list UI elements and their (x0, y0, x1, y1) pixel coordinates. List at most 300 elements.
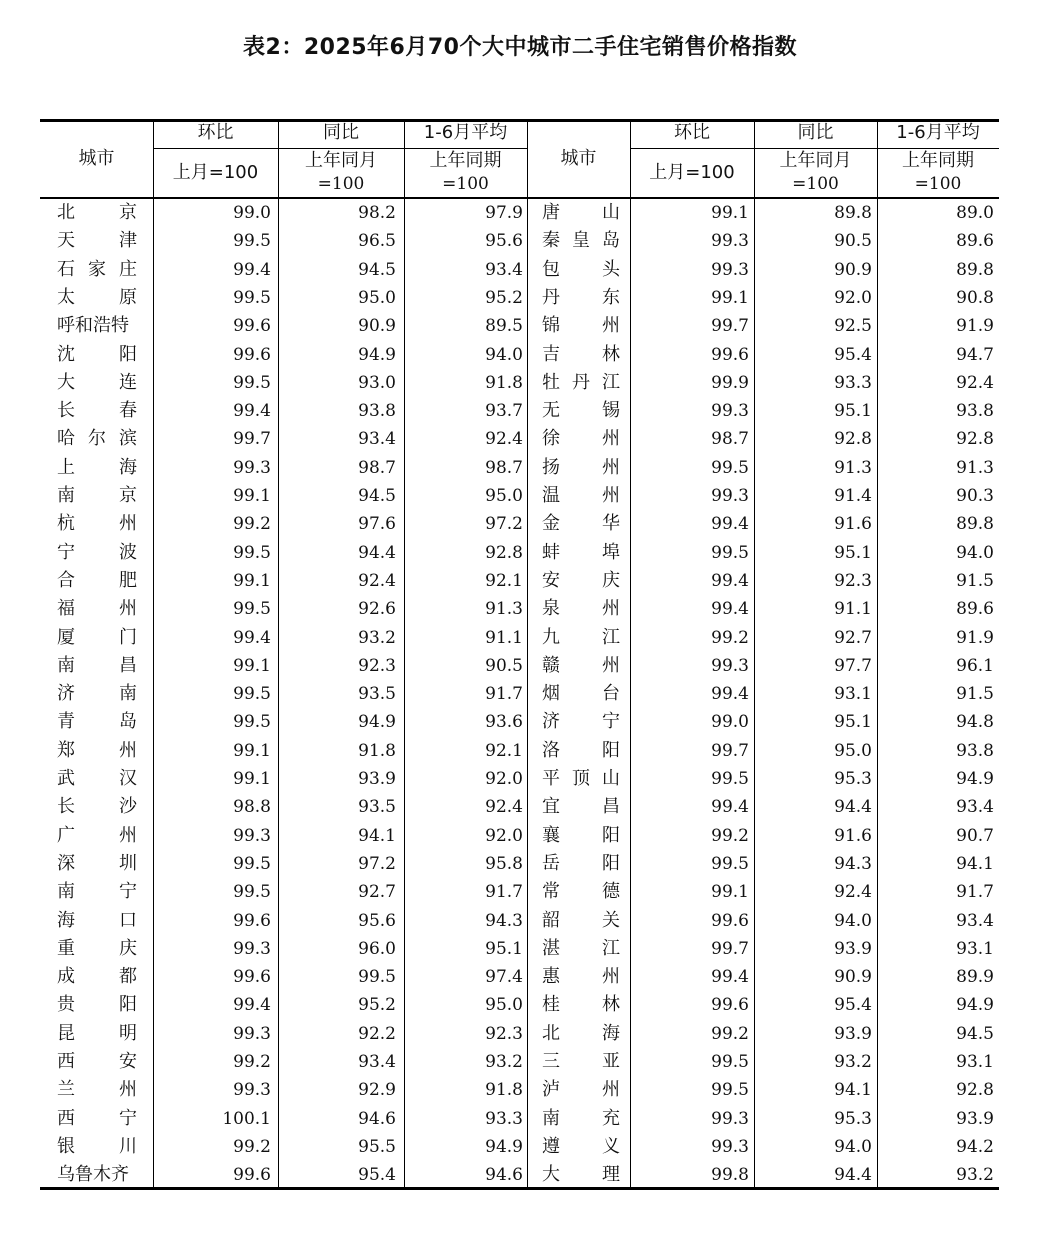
city-name: 秦 皇 岛 (542, 230, 620, 252)
mom-value: 99.0 (233, 203, 271, 223)
header-mom: 环比 (674, 122, 710, 143)
city-name: 济 宁 (542, 711, 620, 733)
city-name: 银 川 (57, 1135, 137, 1157)
yoy-value: 93.2 (358, 627, 396, 648)
city-name: 哈 尔 滨 (57, 428, 137, 450)
city-name: 牡 丹 江 (542, 371, 620, 393)
city-name: 大 理 (542, 1164, 620, 1186)
avg-value: 97.4 (485, 967, 523, 988)
city-name: 武 汉 (57, 768, 137, 789)
avg-value: 92.4 (485, 429, 523, 450)
city-name: 无 锡 (542, 400, 620, 422)
table-row (40, 793, 999, 821)
avg-value: 89.5 (485, 316, 523, 337)
city-name: 西 安 (57, 1051, 137, 1072)
yoy-value: 94.9 (358, 344, 396, 365)
avg-value: 97.2 (485, 514, 523, 535)
avg-value: 90.7 (956, 825, 994, 846)
mom-value: 99.4 (233, 401, 271, 422)
city-name: 长 沙 (57, 796, 137, 818)
header-mom-sub: 上月=100 (649, 162, 735, 183)
yoy-value: 97.6 (358, 514, 396, 535)
yoy-value: 95.1 (834, 712, 872, 733)
avg-value: 92.4 (956, 372, 994, 393)
mom-value: 99.6 (711, 344, 749, 365)
avg-value: 89.8 (956, 259, 994, 280)
mom-value: 99.1 (711, 287, 749, 308)
city-name: 常 德 (542, 881, 620, 903)
city-name: 宜 昌 (542, 796, 620, 818)
mom-value: 99.4 (711, 514, 749, 535)
yoy-value: 95.3 (834, 769, 872, 789)
header-mom: 环比 (197, 122, 234, 143)
table-row (40, 454, 999, 482)
mom-value: 99.2 (233, 1136, 271, 1157)
avg-value: 93.3 (485, 1108, 523, 1129)
yoy-value: 96.0 (358, 938, 396, 959)
city-name: 洛 阳 (542, 739, 620, 761)
mom-value: 99.7 (233, 429, 271, 450)
city-name: 杭 州 (57, 513, 137, 535)
header-yoy: 同比 (797, 122, 834, 143)
mom-value: 99.3 (233, 938, 271, 959)
city-name: 福 州 (57, 598, 137, 620)
city-name: 天 津 (57, 230, 137, 252)
mom-value: 99.6 (233, 1165, 271, 1186)
mom-value: 99.8 (711, 1165, 749, 1186)
avg-value: 92.8 (956, 1080, 994, 1101)
avg-value: 91.5 (956, 684, 994, 705)
city-name: 太 原 (57, 286, 137, 308)
city-name: 平 顶 山 (542, 768, 620, 789)
city-name: 遵 义 (542, 1135, 620, 1157)
yoy-value: 98.7 (358, 457, 396, 478)
avg-value: 94.5 (956, 1023, 994, 1044)
avg-value: 90.8 (956, 287, 994, 308)
avg-value: 94.6 (485, 1165, 523, 1186)
city-name: 韶 关 (542, 909, 620, 931)
yoy-value: 95.1 (834, 401, 872, 422)
city-name: 北 海 (542, 1022, 620, 1044)
city-name: 郑 州 (57, 739, 137, 761)
avg-value: 94.8 (956, 712, 994, 733)
yoy-value: 95.0 (834, 740, 872, 761)
mom-value: 99.1 (233, 570, 271, 591)
yoy-value: 97.7 (834, 655, 872, 676)
mom-value: 99.3 (711, 259, 749, 280)
mom-value: 99.3 (711, 486, 749, 506)
table-row (40, 708, 999, 736)
table-row (40, 199, 999, 227)
mom-value: 98.7 (711, 429, 749, 450)
table-row (40, 1048, 999, 1076)
table-row (40, 765, 999, 793)
avg-value: 89.9 (956, 967, 994, 988)
avg-value: 92.1 (485, 570, 523, 591)
avg-value: 91.9 (956, 316, 994, 337)
avg-value: 93.4 (956, 797, 994, 818)
avg-value: 94.9 (485, 1136, 523, 1157)
yoy-value: 91.6 (834, 825, 872, 846)
yoy-value: 92.3 (358, 655, 396, 676)
city-name: 重 庆 (57, 937, 137, 959)
mom-value: 99.4 (233, 627, 271, 648)
city-name: 大 连 (57, 371, 137, 393)
avg-value: 92.3 (485, 1023, 523, 1044)
mom-value: 99.5 (233, 372, 271, 393)
header-mom-sub: 上月=100 (172, 162, 259, 183)
table-row (40, 1076, 999, 1104)
yoy-value: 89.8 (834, 203, 872, 223)
table-row (40, 1133, 999, 1161)
mom-value: 99.4 (711, 599, 749, 620)
city-name: 沈 阳 (57, 343, 137, 365)
city-name: 蚌 埠 (542, 541, 620, 563)
table-row (40, 935, 999, 963)
yoy-value: 92.4 (358, 570, 396, 591)
yoy-value: 92.7 (834, 627, 872, 648)
city-name: 厦 门 (57, 626, 137, 648)
city-name: 青 岛 (57, 711, 137, 733)
mom-value: 99.5 (233, 712, 271, 733)
avg-value: 90.5 (485, 655, 523, 676)
mom-value: 99.1 (233, 655, 271, 676)
avg-value: 93.9 (956, 1108, 994, 1129)
avg-value: 95.0 (485, 995, 523, 1016)
yoy-value: 92.8 (834, 429, 872, 450)
yoy-value: 92.7 (358, 882, 396, 903)
city-name: 宁 波 (57, 541, 137, 563)
header-city: 城市 (78, 148, 115, 169)
table-row (40, 284, 999, 312)
yoy-value: 93.1 (834, 684, 872, 705)
avg-value: 93.8 (956, 740, 994, 761)
city-name: 南 宁 (57, 881, 137, 903)
header-avg: 1-6月平均 (423, 122, 508, 143)
avg-value: 95.2 (485, 287, 523, 308)
avg-value: 91.3 (485, 599, 523, 620)
city-name: 南 昌 (57, 654, 137, 676)
mom-value: 99.5 (233, 853, 271, 874)
mom-value: 99.4 (711, 967, 749, 988)
table-row (40, 737, 999, 765)
mom-value: 99.6 (711, 995, 749, 1016)
table-row (40, 595, 999, 623)
mom-value: 99.5 (233, 542, 271, 563)
yoy-value: 93.9 (834, 938, 872, 959)
city-name: 锦 州 (542, 315, 620, 337)
yoy-value: 95.4 (834, 995, 872, 1016)
table-row (40, 510, 999, 538)
avg-value: 92.0 (485, 769, 523, 789)
city-name: 九 江 (542, 626, 620, 648)
table-row (40, 1020, 999, 1048)
header-avg-sub1: 上年同期 (902, 150, 974, 171)
yoy-value: 92.9 (358, 1080, 396, 1101)
city-name: 包 头 (542, 258, 620, 280)
yoy-value: 99.5 (358, 967, 396, 988)
header-avg-sub2: =100 (914, 174, 962, 194)
mom-value: 99.5 (233, 231, 271, 252)
yoy-value: 93.0 (358, 372, 396, 393)
header-avg: 1-6月平均 (896, 122, 980, 143)
city-name: 济 南 (57, 683, 137, 705)
avg-value: 89.8 (956, 514, 994, 535)
yoy-value: 92.2 (358, 1023, 396, 1044)
avg-value: 93.4 (956, 910, 994, 931)
mom-value: 99.1 (233, 740, 271, 761)
yoy-value: 95.2 (358, 995, 396, 1016)
city-name: 合 肥 (57, 569, 137, 591)
yoy-value: 92.0 (834, 287, 872, 308)
yoy-value: 95.5 (358, 1136, 396, 1157)
mom-value: 99.9 (711, 372, 749, 393)
mom-value: 99.6 (233, 910, 271, 931)
yoy-value: 94.6 (358, 1108, 396, 1129)
avg-value: 94.9 (956, 769, 994, 789)
city-name: 广 州 (57, 824, 137, 846)
table-row (40, 822, 999, 850)
mom-value: 99.3 (711, 1136, 749, 1157)
mom-value: 99.0 (711, 712, 749, 733)
avg-value: 93.8 (956, 401, 994, 422)
avg-value: 95.6 (485, 231, 523, 252)
yoy-value: 93.4 (358, 429, 396, 450)
yoy-value: 90.9 (834, 259, 872, 280)
mom-value: 99.2 (711, 627, 749, 648)
avg-value: 94.9 (956, 995, 994, 1016)
avg-value: 92.1 (485, 740, 523, 761)
avg-value: 94.7 (956, 344, 994, 365)
city-name: 海 口 (57, 909, 137, 931)
mom-value: 99.5 (711, 769, 749, 789)
table-row (40, 482, 999, 510)
yoy-value: 91.3 (834, 457, 872, 478)
mom-value: 99.5 (233, 287, 271, 308)
avg-value: 91.1 (485, 627, 523, 648)
yoy-value: 94.1 (358, 825, 396, 846)
avg-value: 91.3 (956, 457, 994, 478)
city-name: 温 州 (542, 485, 620, 506)
yoy-value: 92.4 (834, 882, 872, 903)
city-name: 泸 州 (542, 1079, 620, 1101)
mom-value: 99.1 (711, 882, 749, 903)
mom-value: 99.3 (711, 231, 749, 252)
yoy-value: 94.9 (358, 712, 396, 733)
avg-value: 89.6 (956, 231, 994, 252)
mom-value: 99.5 (711, 542, 749, 563)
yoy-value: 98.2 (358, 203, 396, 223)
yoy-value: 94.5 (358, 486, 396, 506)
yoy-value: 94.4 (834, 797, 872, 818)
yoy-value: 97.2 (358, 853, 396, 874)
mom-value: 99.7 (711, 938, 749, 959)
city-name: 丹 东 (542, 286, 620, 308)
mom-value: 99.3 (233, 1080, 271, 1101)
city-name: 岳 阳 (542, 852, 620, 874)
table-row (40, 1161, 999, 1189)
mom-value: 99.1 (711, 203, 749, 223)
table-row (40, 991, 999, 1019)
city-name: 西 宁 (57, 1107, 137, 1129)
yoy-value: 91.6 (834, 514, 872, 535)
yoy-value: 93.8 (358, 401, 396, 422)
mom-value: 99.3 (711, 1108, 749, 1129)
avg-value: 95.0 (485, 486, 523, 506)
table-row (40, 850, 999, 878)
city-name: 成 都 (57, 966, 137, 988)
yoy-value: 94.3 (834, 853, 872, 874)
avg-value: 94.0 (485, 344, 523, 365)
city-name: 石 家 庄 (57, 258, 137, 280)
yoy-value: 90.9 (834, 967, 872, 988)
avg-value: 95.1 (485, 938, 523, 959)
mom-value: 99.3 (711, 401, 749, 422)
table-row (40, 312, 999, 340)
table-row (40, 341, 999, 369)
mom-value: 99.4 (233, 259, 271, 280)
avg-value: 91.5 (956, 570, 994, 591)
avg-value: 92.8 (485, 542, 523, 563)
avg-value: 92.8 (956, 429, 994, 450)
city-name: 扬 州 (542, 456, 620, 478)
yoy-value: 95.6 (358, 910, 396, 931)
city-name: 泉 州 (542, 598, 620, 620)
avg-value: 94.0 (956, 542, 994, 563)
mom-value: 99.2 (233, 514, 271, 535)
city-name: 湛 江 (542, 937, 620, 959)
mom-value: 99.6 (233, 967, 271, 988)
table-row (40, 680, 999, 708)
city-name: 安 庆 (542, 569, 620, 591)
mom-value: 99.5 (233, 599, 271, 620)
yoy-value: 93.9 (834, 1023, 872, 1044)
avg-value: 91.8 (485, 1080, 523, 1101)
yoy-value: 94.0 (834, 910, 872, 931)
header-yoy-sub2: =100 (317, 174, 365, 194)
avg-value: 93.4 (485, 259, 523, 280)
yoy-value: 95.4 (358, 1165, 396, 1186)
header-city: 城市 (560, 148, 597, 169)
yoy-value: 92.6 (358, 599, 396, 620)
table-row (40, 652, 999, 680)
city-name: 上 海 (57, 456, 137, 478)
city-name: 金 华 (542, 513, 620, 535)
mom-value: 99.5 (711, 853, 749, 874)
mom-value: 99.5 (711, 1080, 749, 1101)
avg-value: 97.9 (485, 203, 523, 223)
mom-value: 99.5 (233, 882, 271, 903)
yoy-value: 94.5 (358, 259, 396, 280)
table-row (40, 256, 999, 284)
avg-value: 93.1 (956, 938, 994, 959)
header-yoy-sub1: 上年同月 (305, 150, 377, 171)
avg-value: 93.7 (485, 401, 523, 422)
city-name: 桂 林 (542, 994, 620, 1016)
table-row (40, 539, 999, 567)
avg-value: 92.4 (485, 797, 523, 818)
yoy-value: 93.2 (834, 1052, 872, 1072)
city-name: 唐 山 (542, 202, 620, 223)
avg-value: 90.3 (956, 486, 994, 506)
header-yoy-sub2: =100 (792, 174, 839, 194)
city-name: 惠 州 (542, 966, 620, 988)
city-name: 烟 台 (542, 683, 620, 705)
avg-value: 93.2 (485, 1052, 523, 1072)
mom-value: 99.3 (711, 655, 749, 676)
header-subrule (153, 148, 527, 149)
yoy-value: 95.3 (834, 1108, 872, 1129)
avg-value: 94.1 (956, 853, 994, 874)
yoy-value: 92.3 (834, 570, 872, 591)
yoy-value: 94.4 (834, 1165, 872, 1186)
mom-value: 99.4 (711, 570, 749, 591)
city-name: 乌 鲁 木 齐 (57, 1164, 129, 1186)
mom-value: 99.3 (233, 457, 271, 478)
header-yoy-sub1: 上年同月 (779, 150, 852, 171)
mom-value: 99.4 (711, 684, 749, 705)
mom-value: 99.4 (711, 797, 749, 818)
table-row (40, 1105, 999, 1133)
table-row (40, 624, 999, 652)
city-name: 南 充 (542, 1107, 620, 1129)
mom-value: 99.6 (233, 344, 271, 365)
avg-value: 89.0 (956, 203, 994, 223)
mom-value: 99.6 (711, 910, 749, 931)
avg-value: 94.2 (956, 1136, 994, 1157)
avg-value: 94.3 (485, 910, 523, 931)
city-name: 兰 州 (57, 1079, 137, 1101)
city-name: 吉 林 (542, 343, 620, 365)
yoy-value: 93.5 (358, 797, 396, 818)
mom-value: 99.2 (233, 1052, 271, 1072)
table-row (40, 907, 999, 935)
city-name: 北 京 (57, 202, 137, 223)
table-row (40, 963, 999, 991)
yoy-value: 91.8 (358, 740, 396, 761)
yoy-value: 93.5 (358, 684, 396, 705)
yoy-value: 93.3 (834, 372, 872, 393)
yoy-value: 90.9 (358, 316, 396, 337)
avg-value: 93.2 (956, 1165, 994, 1186)
table-row (40, 369, 999, 397)
city-name: 徐 州 (542, 428, 620, 450)
city-name: 呼 和 浩 特 (57, 315, 129, 337)
mom-value: 99.7 (711, 316, 749, 337)
avg-value: 91.7 (956, 882, 994, 903)
mom-value: 100.1 (222, 1108, 271, 1129)
mom-value: 99.5 (711, 1052, 749, 1072)
mom-value: 98.8 (233, 797, 271, 818)
header-avg-sub1: 上年同期 (429, 150, 502, 171)
city-name: 昆 明 (57, 1022, 137, 1044)
yoy-value: 93.4 (358, 1052, 396, 1072)
city-name: 南 京 (57, 485, 137, 506)
mom-value: 99.5 (711, 457, 749, 478)
yoy-value: 95.1 (834, 542, 872, 563)
city-name: 长 春 (57, 400, 137, 422)
avg-value: 95.8 (485, 853, 523, 874)
avg-value: 92.0 (485, 825, 523, 846)
table-row (40, 227, 999, 255)
city-name: 襄 阳 (542, 824, 620, 846)
avg-value: 96.1 (956, 655, 994, 676)
avg-value: 89.6 (956, 599, 994, 620)
avg-value: 91.9 (956, 627, 994, 648)
city-name: 深 圳 (57, 852, 137, 874)
mom-value: 99.7 (711, 740, 749, 761)
avg-value: 93.6 (485, 712, 523, 733)
